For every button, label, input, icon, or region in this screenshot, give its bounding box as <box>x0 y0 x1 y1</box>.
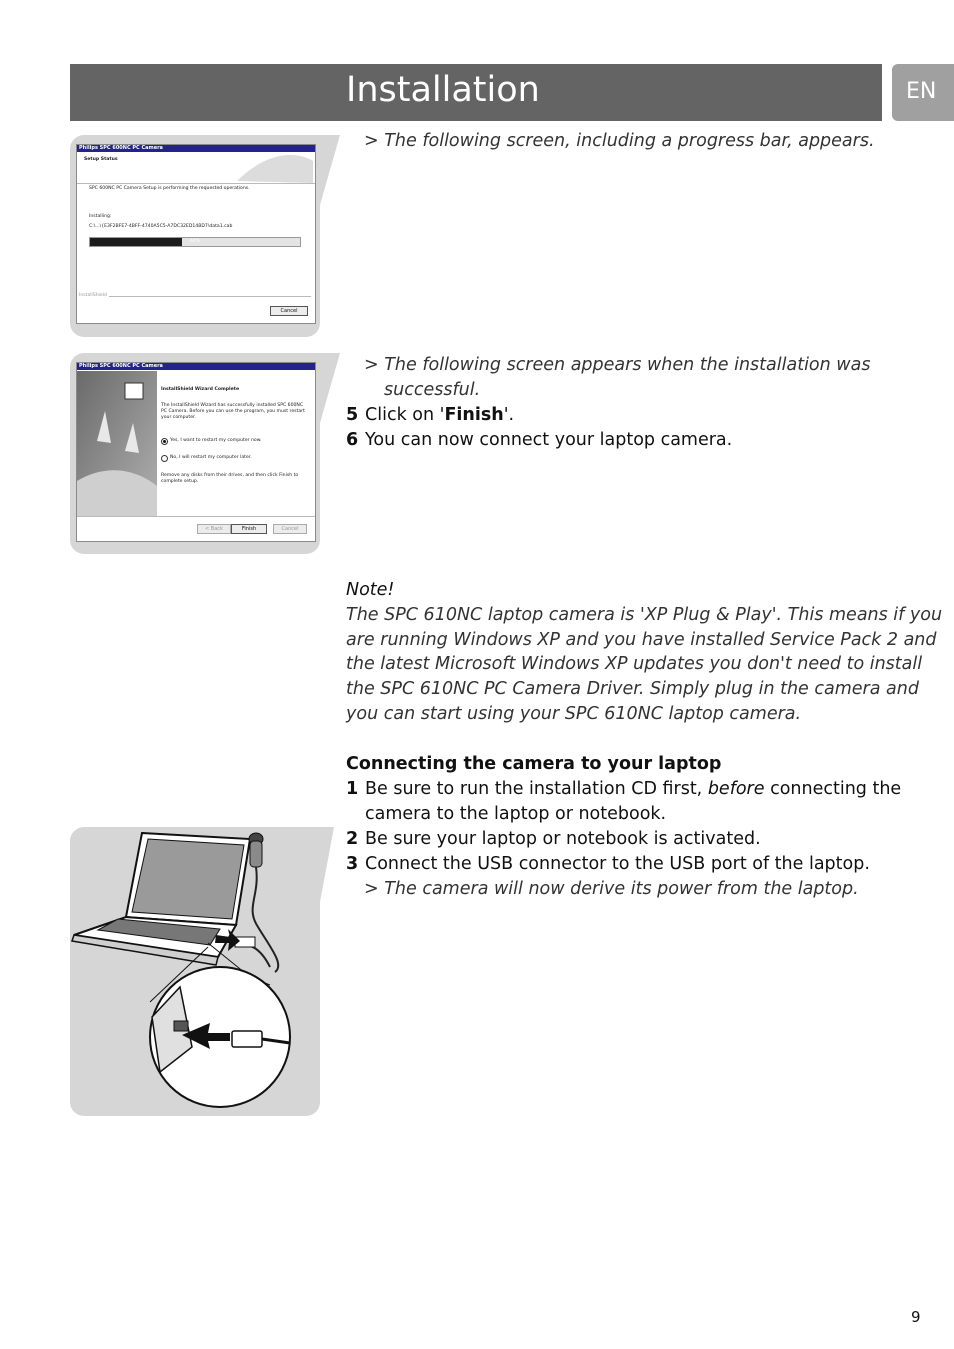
step-number: 1 <box>346 779 359 799</box>
step-number: 5 <box>346 405 359 425</box>
footer-divider <box>109 296 311 297</box>
back-button[interactable]: < Back <box>197 524 231 534</box>
installing-label: Installing: <box>89 214 112 219</box>
wizard-body-line: The InstallShield Wizard has successfully installed SPC 600NC <box>161 403 304 408</box>
note-line: are running Windows XP and you have installed Service Pack 2 and <box>346 630 937 650</box>
progress-fill <box>90 238 182 246</box>
note-line: The SPC 610NC laptop camera is 'XP Plug & Play'. This means if you <box>346 605 943 625</box>
option-yes-label: Yes, I want to restart my computer now. <box>170 438 262 443</box>
remove-text-line: complete setup. <box>161 479 199 484</box>
note-heading: Note! <box>346 580 395 600</box>
step-text-end: connecting the <box>764 779 902 799</box>
step-text: Click on ' <box>365 405 445 425</box>
window-title-bar: Philips SPC 600NC PC Camera <box>77 363 315 370</box>
radio-yes[interactable] <box>161 438 168 445</box>
installshield-brand: InstallShield <box>79 293 107 298</box>
connect-step-1 <box>346 777 901 802</box>
divider <box>77 183 315 184</box>
step-6 <box>346 428 732 453</box>
note-line: the SPC 610NC PC Camera Driver. Simply plug in the camera and <box>346 679 919 699</box>
status-text: SPC 600NC PC Camera Setup is performing the requested operations. <box>89 186 250 191</box>
connect-step-3 <box>346 852 870 877</box>
step-number: 6 <box>346 430 359 450</box>
cancel-button[interactable]: Cancel <box>273 524 307 534</box>
step-text-end: '. <box>503 405 515 425</box>
finish-keyword: Finish <box>444 405 504 425</box>
language-label: EN <box>906 79 937 104</box>
option-no-label: No, I will restart my computer later. <box>170 455 252 460</box>
wizard-heading: InstallShield Wizard Complete <box>161 387 240 392</box>
step-number: 2 <box>346 829 359 849</box>
step-text: You can now connect your laptop camera. <box>365 430 733 450</box>
note-line: you can start using your SPC 610NC laptop camera. <box>346 704 802 724</box>
result-progress-screen: > The following screen, including a progress bar, appears. <box>364 131 875 151</box>
cancel-button[interactable]: Cancel <box>270 306 308 316</box>
wizard-body-line: your computer. <box>161 415 196 420</box>
connect-step-2 <box>346 827 761 852</box>
finish-button[interactable]: Finish <box>231 524 267 534</box>
connecting-heading: Connecting the camera to your laptop <box>346 754 722 774</box>
wizard-body-line: PC Camera. Before you can use the program, you must restart <box>161 409 305 414</box>
radio-no[interactable] <box>161 455 168 462</box>
remove-text-line: Remove any disks from their drives, and then click Finish to <box>161 473 299 478</box>
note-line: the latest Microsoft Windows XP updates you don't need to install <box>346 654 923 674</box>
swoosh-graphic <box>227 151 313 183</box>
installing-path: C:\...\{E3F2BFE7-4BFF-4740A5C5-A7DC32ED14BD7\data1.cab <box>89 224 233 229</box>
page-title: Installation <box>346 70 540 110</box>
result-success-line1: > The following screen appears when the installation was <box>364 355 871 375</box>
before-emphasis: before <box>707 779 765 799</box>
step-text: Be sure your laptop or notebook is activated. <box>365 829 761 849</box>
progress-bar <box>89 237 301 247</box>
step-number: 3 <box>346 854 359 874</box>
setup-heading: Setup Status <box>84 157 118 162</box>
radio-dot <box>163 440 166 443</box>
window-title-bar: Philips SPC 600NC PC Camera <box>77 145 315 152</box>
step-text: Connect the USB connector to the USB port of the laptop. <box>365 854 870 874</box>
wizard-complete-window <box>76 362 316 542</box>
page-number: 9 <box>911 1308 921 1326</box>
step-text: Be sure to run the installation CD first, <box>365 779 708 799</box>
laptop-camera-illustration <box>70 827 320 1116</box>
progress-label: 44% <box>190 239 201 244</box>
footer-divider <box>77 516 315 517</box>
wizard-side-graphic <box>77 371 157 516</box>
setup-status-window <box>76 144 316 324</box>
connect-step-1-line2: camera to the laptop or notebook. <box>365 804 667 824</box>
connect-result: > The camera will now derive its power from the laptop. <box>364 879 859 899</box>
step-5 <box>346 403 514 428</box>
result-success-line2: successful. <box>384 380 481 400</box>
